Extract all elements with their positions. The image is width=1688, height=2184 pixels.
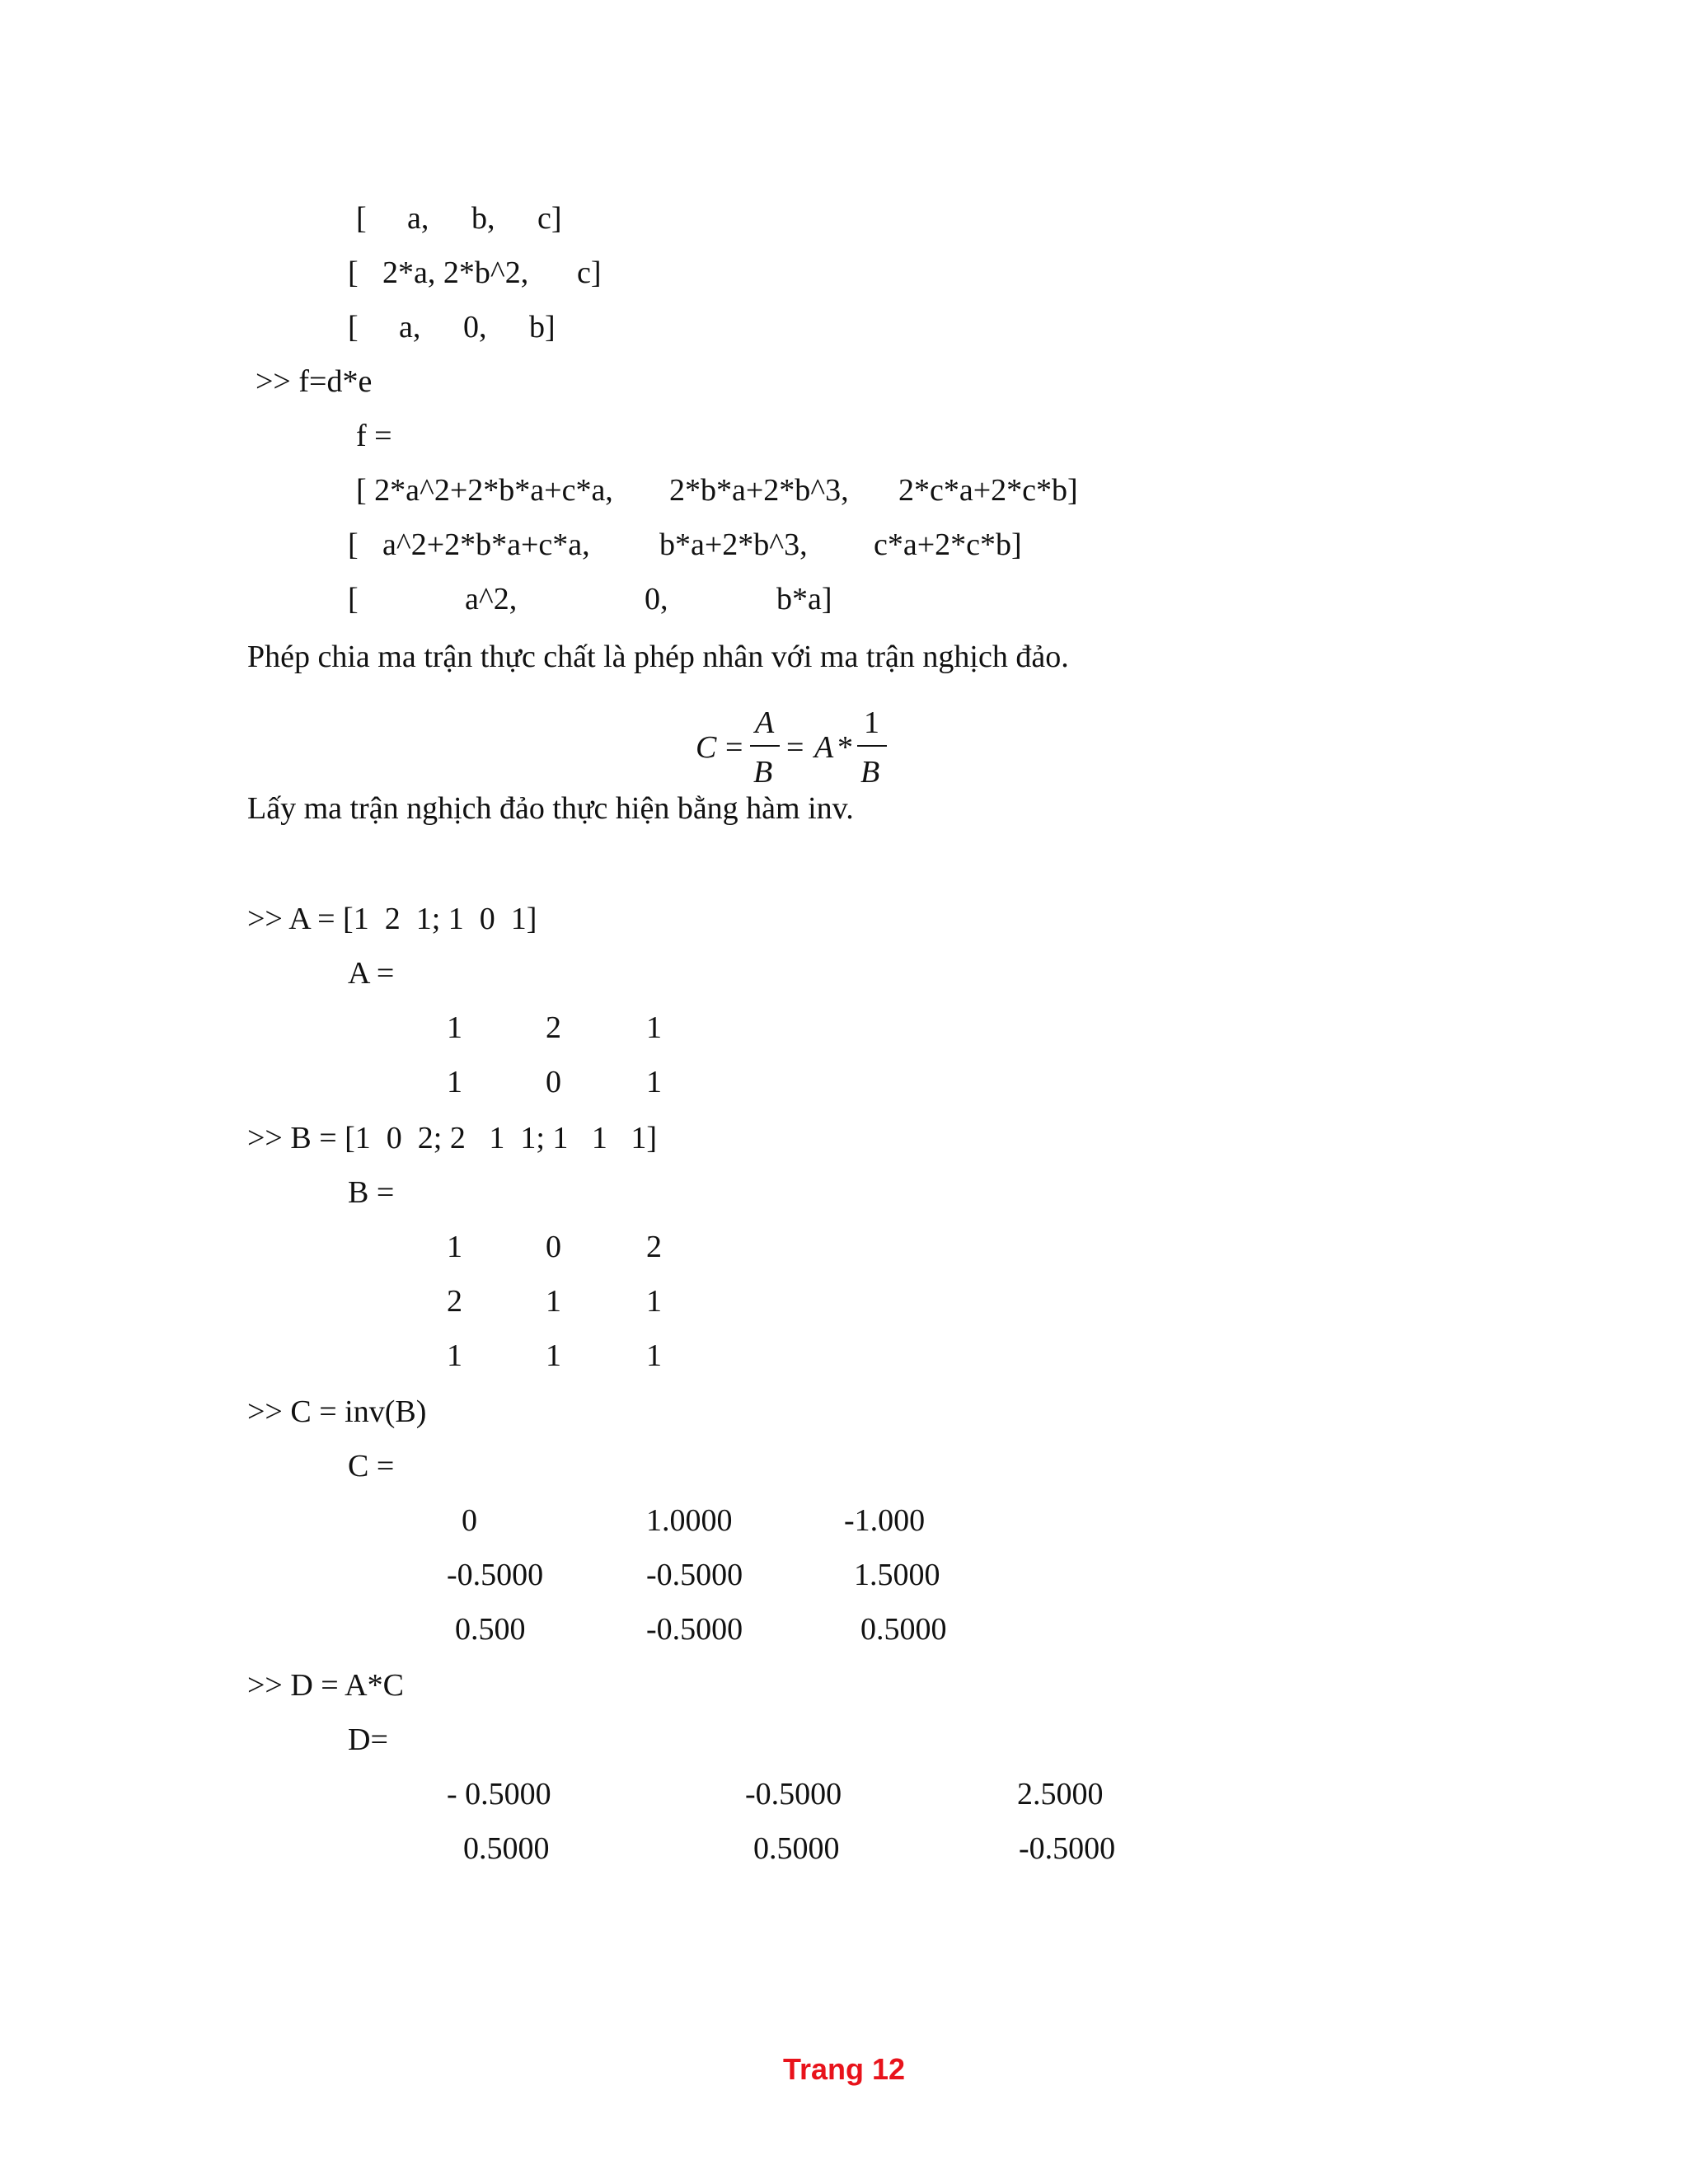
command-D: >> D = A*C (247, 1668, 404, 1703)
C-r2-c2: -0.5000 (646, 1558, 743, 1592)
A-r1-c2: 2 (546, 1010, 561, 1045)
f-label: f = (356, 419, 392, 453)
B-r3-c1: 1 (447, 1338, 462, 1373)
e-row1-c2: b, (471, 201, 495, 236)
e-row1-bracket: [ (356, 201, 367, 236)
D-r2-c3: -0.5000 (1019, 1831, 1116, 1866)
B-r2-c1: 2 (447, 1284, 462, 1319)
f-row3-c3: b*a] (776, 582, 832, 616)
D-r1-c1: - 0.5000 (447, 1777, 551, 1811)
e-row3-bracket: [ (348, 310, 359, 344)
C-r1-c2: 1.0000 (646, 1503, 733, 1538)
f-row2-c2: b*a+2*b^3, (659, 527, 808, 562)
C-r3-c1: 0.500 (455, 1612, 526, 1647)
page-number: Trang 12 (782, 2052, 906, 2086)
D-r1-c2: -0.5000 (745, 1777, 842, 1811)
B-r1-c3: 2 (646, 1230, 662, 1264)
C-r1-c1: 0 (462, 1503, 477, 1538)
A-r1-c1: 1 (447, 1010, 462, 1045)
f-row3-c2: 0, (645, 582, 668, 616)
e-row1-c1: a, (407, 201, 429, 236)
formula-numerator-2: 1 (864, 705, 879, 740)
formula-denominator-1: B (753, 755, 773, 790)
paragraph-division: Phép chia ma trận thực chất là phép nhân với ma trận nghịch đảo. (247, 640, 1069, 674)
C-r2-c1: -0.5000 (447, 1558, 544, 1592)
e-row3-c3: b] (529, 310, 556, 344)
A-r2-c3: 1 (646, 1065, 662, 1099)
B-label: B = (348, 1175, 395, 1210)
division-formula (692, 707, 890, 790)
formula-multiply: * (837, 730, 853, 765)
C-r2-c3: 1.5000 (854, 1558, 940, 1592)
f-row3-bracket: [ (348, 582, 359, 616)
D-r2-c2: 0.5000 (753, 1831, 840, 1866)
B-r2-c2: 1 (546, 1284, 561, 1319)
command-f: >> f=d*e (256, 364, 373, 399)
e-row3-c2: 0, (463, 310, 487, 344)
command-B: >> B = [1 0 2; 2 1 1; 1 1 1] (247, 1121, 658, 1155)
paragraph-inv: Lấy ma trận nghịch đảo thực hiện bằng hàm inv. (247, 791, 854, 826)
f-row2-c1: a^2+2*b*a+c*a, (382, 527, 590, 562)
command-A: >> A = [1 2 1; 1 0 1] (247, 902, 537, 936)
e-row1-c3: c] (537, 201, 562, 236)
A-r2-c2: 0 (546, 1065, 561, 1099)
formula-equals-2: = (786, 730, 804, 765)
C-r1-c3: -1.000 (844, 1503, 926, 1538)
formula-numerator-1: A (755, 705, 775, 740)
formula-middle-term: A (814, 730, 834, 765)
B-r3-c3: 1 (646, 1338, 662, 1373)
A-r1-c3: 1 (646, 1010, 662, 1045)
formula-equals-1: = (725, 730, 743, 765)
B-r1-c2: 0 (546, 1230, 561, 1264)
fraction-bar-2 (857, 745, 887, 747)
C-r3-c3: 0.5000 (860, 1612, 947, 1647)
formula-denominator-2: B (860, 755, 880, 790)
B-r1-c1: 1 (447, 1230, 462, 1264)
f-row2-c3: c*a+2*c*b] (874, 527, 1022, 562)
f-row1-c3: 2*c*a+2*c*b] (898, 473, 1078, 508)
C-r3-c2: -0.5000 (646, 1612, 743, 1647)
formula-lhs: C (696, 730, 717, 765)
command-C: >> C = inv(B) (247, 1394, 427, 1429)
D-label: D= (348, 1722, 388, 1757)
f-row3-c1: a^2, (465, 582, 518, 616)
fraction-bar-1 (750, 745, 780, 747)
f-row1-c2: 2*b*a+2*b^3, (669, 473, 849, 508)
A-label: A = (348, 956, 395, 991)
e-row2-c1: 2*a, 2*b^2, (382, 255, 529, 290)
D-r1-c3: 2.5000 (1017, 1777, 1104, 1811)
f-row2-bracket: [ (348, 527, 359, 562)
e-row3-c1: a, (399, 310, 421, 344)
C-label: C = (348, 1449, 395, 1483)
f-row1-c1: [ 2*a^2+2*b*a+c*a, (356, 473, 613, 508)
e-row2-c3: c] (577, 255, 602, 290)
B-r2-c3: 1 (646, 1284, 662, 1319)
A-r2-c1: 1 (447, 1065, 462, 1099)
D-r2-c1: 0.5000 (463, 1831, 550, 1866)
B-r3-c2: 1 (546, 1338, 561, 1373)
e-row2-bracket: [ (348, 255, 359, 290)
